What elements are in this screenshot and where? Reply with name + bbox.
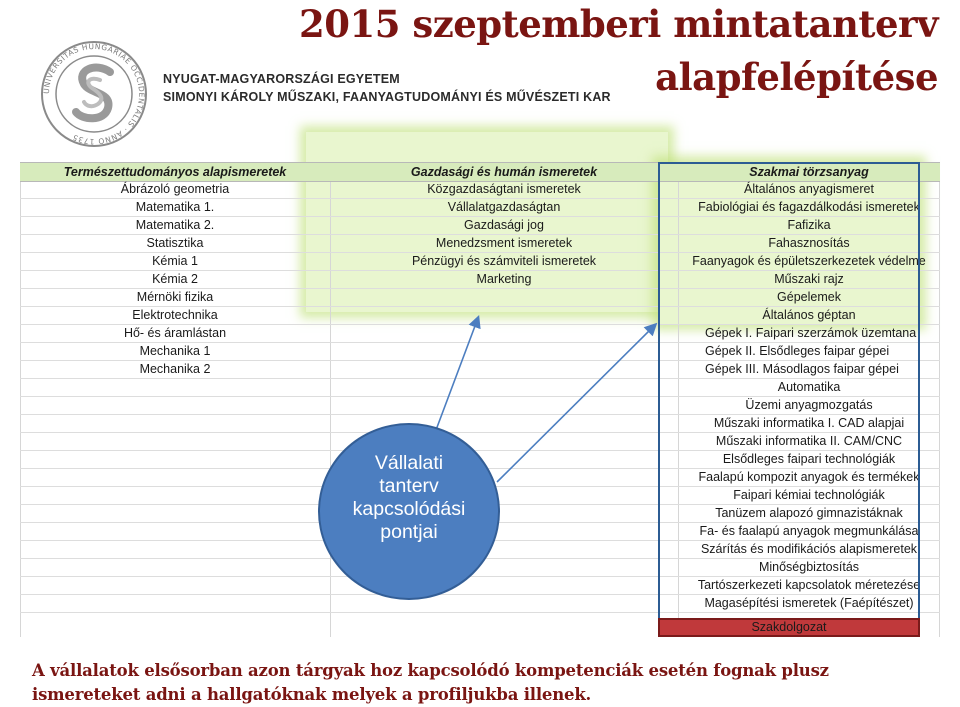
subject-cell: Kémia 2 [152,272,198,286]
ellipse-line: kapcsolódási [352,498,466,520]
footer-note-line1: A vállalatok elsősorban azon tárgyak hoz kapcsolódó kompetenciák esetén fognak plusz [32,661,829,680]
subject-cell: Mérnöki fizika [136,290,214,304]
subject-cell: Tanüzem alapozó gimnazistáknak [715,506,903,520]
subject-cell: Matematika 2. [135,218,215,232]
subject-cell: Fa- és faalapú anyagok megmunkálása [699,524,919,538]
ellipse-text [318,452,500,544]
subject-cell: Automatika [777,380,841,394]
arrow-to-gazdasagi [436,318,478,430]
subject-cell: Fafizika [787,218,831,232]
subject-cell: Műszaki rajz [774,272,844,286]
subject-cell: Pénzügyi és számviteli ismeretek [411,254,597,268]
ellipse-line: pontjai [380,521,438,543]
faculty-name: SIMONYI KÁROLY MŰSZAKI, FAANYAGTUDOMÁNYI ÉS MŰVÉSZETI KAR [163,90,611,104]
subject-cell: Magasépítési ismeretek (Faépítészet) [704,596,914,610]
subject-cell: Gépek II. Elsődleges faipar gépei [705,344,890,358]
subject-cell: Matematika 1. [135,200,215,214]
subject-cell: Ábrázoló geometria [120,182,230,196]
subject-cell: Faipari kémiai technológiák [733,488,885,502]
subject-cell: Általános anyagismeret [744,182,874,196]
subject-cell: Gazdasági jog [464,218,544,232]
subject-cell: Fabiológiai és fagazdálkodási ismeretek [698,200,920,214]
university-name: NYUGAT-MAGYARORSZÁGI EGYETEM [163,72,400,86]
page-subtitle: alapfelépítése [655,55,938,99]
subject-cell: Elsődleges faipari technológiák [722,452,896,466]
subject-cell: Üzemi anyagmozgatás [745,398,873,412]
subject-cell: Marketing [476,272,532,286]
footer-note-line2: ismereteket adni a hallgatóknak melyek a profiljukba illenek. [32,685,592,704]
header-termeszettudomanyos: Természettudományos alapismeretek [63,165,287,179]
subject-cell: Statisztika [146,236,204,250]
subject-cell: Közgazdaságtani ismeretek [427,182,581,196]
subject-cell: Mechanika 1 [139,344,211,358]
subject-cell: Gépelemek [777,290,841,304]
subject-cell: Szárítás és modifikációs alapismeretek [700,542,918,556]
arrow-to-szakmai [497,325,655,482]
subject-cell: Műszaki informatika II. CAM/CNC [715,434,903,448]
thesis-cell: Szakdolgozat [658,618,920,637]
subject-cell: Műszaki informatika I. CAD alapjai [713,416,905,430]
page-title: 2015 szeptemberi mintatanterv [299,2,938,46]
subject-cell: Elektrotechnika [132,308,218,322]
subject-cell: Fahasznosítás [768,236,850,250]
subject-cell: Mechanika 2 [139,362,211,376]
subject-cell: Minőségbiztosítás [758,560,860,574]
subject-cell: Faanyagok és épületszerkezetek védelme [692,254,926,268]
subject-cell: Tartószerkezeti kapcsolatok méretezése [697,578,921,592]
ellipse-line: Vállalati [374,452,444,474]
subject-cell: Hő- és áramlástan [123,326,227,340]
header-szakmai: Szakmai törzsanyag [749,165,869,179]
header-gazdasagi: Gazdasági és humán ismeretek [410,165,598,179]
subject-cell: Kémia 1 [152,254,198,268]
subject-cell: Vállalatgazdaságtan [447,200,561,214]
subject-cell: Menedzsment ismeretek [435,236,573,250]
ellipse-line: tanterv [379,475,439,497]
subject-cell: Általános géptan [762,308,856,322]
subject-cell: Faalapú kompozit anyagok és termékek [698,470,920,484]
subject-cell: Gépek I. Faipari szerzámok üzemtana [705,326,917,340]
subject-cell: Gépek III. Másodlagos faipar gépei [705,362,899,376]
seal-text: UNIVERSITAS HUNGARIAE OCCIDENTALIS · ANNO 1735 [41,41,147,147]
